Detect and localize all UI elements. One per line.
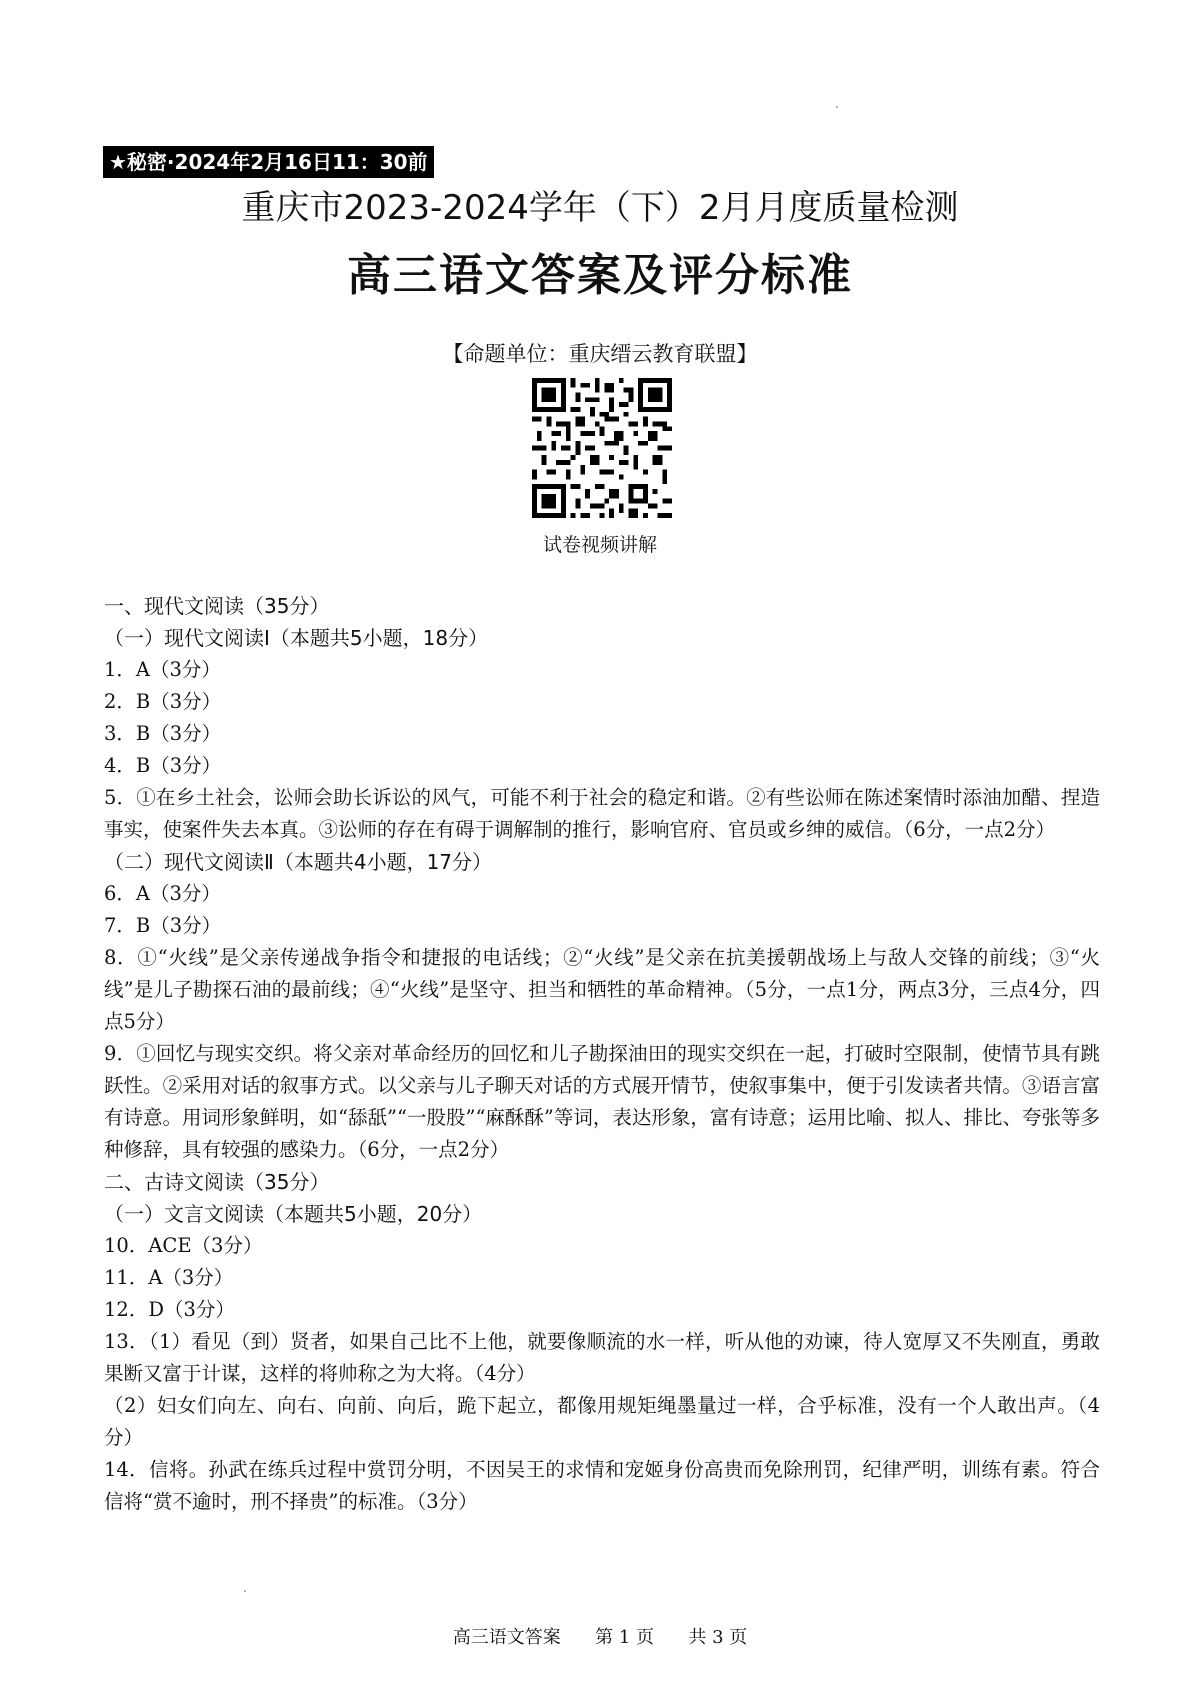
scan-speck (836, 106, 838, 108)
section-heading: 二、古诗文阅读（35分） (104, 1170, 330, 1194)
footer-doc-name: 高三语文答案 (452, 1627, 561, 1648)
subsection-heading: （一）文言文阅读（本题共5小题，20分） (104, 1202, 483, 1226)
answer-item: 4．B（3分） (104, 754, 222, 777)
scan-speck (244, 1590, 246, 1592)
issuing-unit: 【命题单位：重庆缙云教育联盟】 (442, 342, 758, 366)
answer-item: 6．A（3分） (104, 882, 221, 905)
answer-item: 9．①回忆与现实交织。将父亲对革命经历的回忆和儿子勘探油田的现实交织在一起，打破时空限制，使情节具有跳跃性。②采用对话的叙事方式。以父亲与儿子聊天对话的方式展开情节，使叙事集中，便于引发读者共情。③语言富有诗意。用词形象鲜明，如“舔舐”“一股股”“麻酥酥”等词，表达形象，富有诗意；运用比喻、拟人、排比、夸张等多种修辞，具有较强的感染力。（6分，一点2分） (104, 1042, 1100, 1161)
answer-item: 14．信将。孙武在练兵过程中赏罚分明，不因吴王的求情和宠姬身份高贵而免除刑罚，纪律严明，训练有素。符合信将“赏不逾时，刑不择贵”的标准。（3分） (104, 1458, 1100, 1513)
footer-total-pages: 共 3 页 (688, 1627, 748, 1648)
answer-item: 13．（1）看见（到）贤者，如果自己比不上他，就要像顺流的水一样，听从他的劝谏，待人宽厚又不失刚直，勇敢果断又富于计谋，这样的将帅称之为大将。（4分） (104, 1330, 1100, 1385)
answer-item: 1．A（3分） (104, 658, 221, 681)
answer-item: 3．B（3分） (104, 722, 222, 745)
answer-item: 11．A（3分） (104, 1266, 234, 1289)
exam-title: 重庆市2023-2024学年（下）2月月度质量检测 (241, 188, 959, 228)
answer-item: 2．B（3分） (104, 690, 222, 713)
footer-page-number: 第 1 页 (595, 1627, 654, 1648)
subsection-heading: （一）现代文阅读Ⅰ（本题共5小题，18分） (104, 626, 489, 650)
answer-item: （2）妇女们向左、向右、向前、向后，跪下起立，都像用规矩绳墨量过一样，合乎标准，没有一个人敢出声。（4分） (104, 1394, 1100, 1449)
answer-item: 8．①“火线”是父亲传递战争指令和捷报的电话线；②“火线”是父亲在抗美援朝战场上与敌人交锋的前线；③“火线”是儿子勘探石油的最前线；④“火线”是坚守、担当和牺牲的革命精神。（5分，一点1分，两点3分，三点4分，四点5分） (104, 946, 1100, 1033)
page-footer (0, 1626, 1200, 1650)
section-heading: 一、现代文阅读（35分） (104, 594, 330, 618)
answer-item: 5．①在乡土社会，讼师会助长诉讼的风气，可能不利于社会的稳定和谐。②有些讼师在陈述案情时添油加醋、捏造事实，使案件失去本真。③讼师的存在有碍于调解制的推行，影响官府、官员或乡绅的威信。（6分，一点2分） (104, 786, 1100, 841)
subsection-heading: （二）现代文阅读Ⅱ（本题共4小题，17分） (104, 850, 493, 874)
answer-item: 10．ACE（3分） (104, 1234, 263, 1257)
qr-caption: 试卷视频讲解 (542, 534, 657, 556)
document-title: 高三语文答案及评分标准 (347, 250, 853, 301)
answer-content (104, 590, 1100, 1518)
answer-item: 7．B（3分） (104, 914, 222, 937)
answer-item: 12．D（3分） (104, 1298, 235, 1321)
confidential-tag: ★秘密·2024年2月16日11：30前 (103, 146, 434, 178)
qr-code-icon[interactable] (532, 378, 672, 518)
